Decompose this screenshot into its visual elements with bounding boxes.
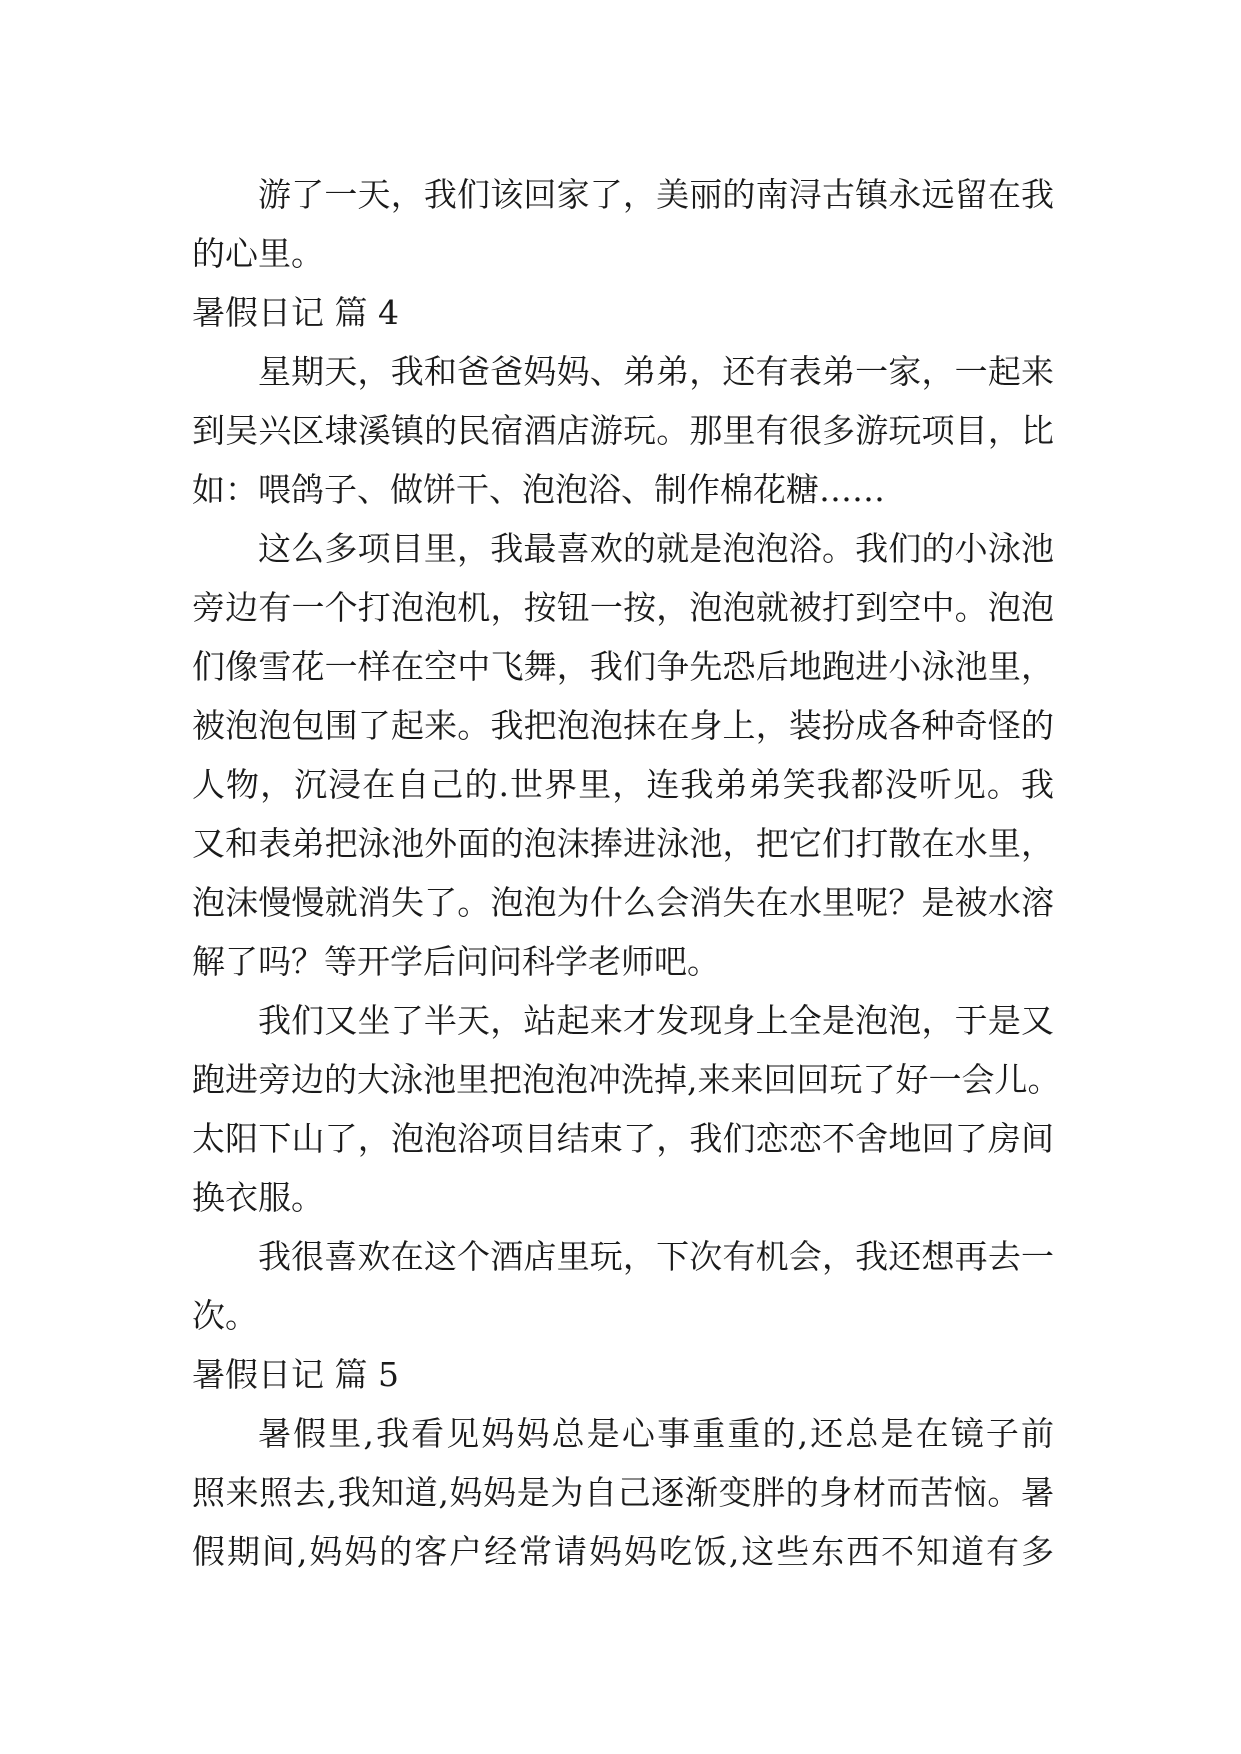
text-line: 换衣服。 [192, 1178, 324, 1217]
text-line: 如：喂鸽子、做饼干、泡泡浴、制作棉花糖…… [192, 470, 885, 509]
text-line: 太阳下山了，泡泡浴项目结束了，我们恋恋不舍地回了房间 [192, 1119, 1054, 1158]
text-line: 被泡泡包围了起来。我把泡泡抹在身上，装扮成各种奇怪的 [192, 706, 1054, 745]
text-line: 泡沫慢慢就消失了。泡泡为什么会消失在水里呢？是被水溶 [192, 883, 1054, 922]
text-line: 游了一天，我们该回家了，美丽的南浔古镇永远留在我 [258, 175, 1054, 214]
text-line: 到吴兴区埭溪镇的民宿酒店游玩。那里有很多游玩项目，比 [192, 411, 1054, 450]
document-body [192, 165, 1061, 1581]
text-line: 跑进旁边的大泳池里把泡泡冲洗掉,来来回回玩了好一会儿。 [192, 1060, 1061, 1099]
text-line: 的心里。 [192, 234, 324, 273]
text-line: 人物，沉浸在自己的.世界里，连我弟弟笑我都没听见。我 [192, 765, 1054, 804]
text-line: 暑假里,我看见妈妈总是心事重重的,还总是在镜子前 [258, 1414, 1054, 1453]
text-line: 照来照去,我知道,妈妈是为自己逐渐变胖的身材而苦恼。暑 [192, 1473, 1054, 1512]
section-heading: 暑假日记 篇 5 [192, 1355, 399, 1394]
text-line: 次。 [192, 1296, 258, 1335]
text-line: 我们又坐了半天，站起来才发现身上全是泡泡，于是又 [258, 1001, 1054, 1040]
text-line: 假期间,妈妈的客户经常请妈妈吃饭,这些东西不知道有多 [192, 1532, 1054, 1571]
text-line: 又和表弟把泳池外面的泡沫捧进泳池，把它们打散在水里， [192, 824, 1054, 863]
text-line: 旁边有一个打泡泡机，按钮一按，泡泡就被打到空中。泡泡 [192, 588, 1054, 627]
text-line: 星期天，我和爸爸妈妈、弟弟，还有表弟一家，一起来 [258, 352, 1054, 391]
text-line: 这么多项目里，我最喜欢的就是泡泡浴。我们的小泳池 [258, 529, 1054, 568]
text-line: 我很喜欢在这个酒店里玩，下次有机会，我还想再去一 [258, 1237, 1054, 1276]
text-line: 们像雪花一样在空中飞舞，我们争先恐后地跑进小泳池里， [192, 647, 1054, 686]
text-line: 解了吗？等开学后问问科学老师吧。 [192, 942, 720, 981]
section-heading: 暑假日记 篇 4 [192, 293, 399, 332]
